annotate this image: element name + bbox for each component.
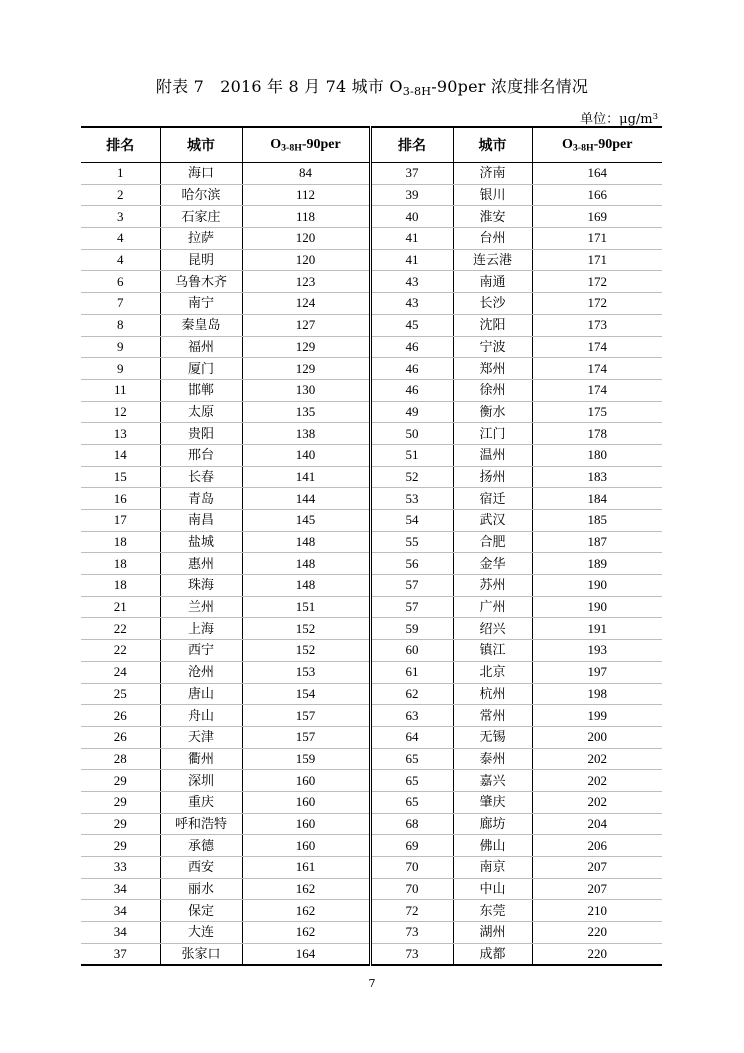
left-concentration-cell: 145: [242, 510, 370, 532]
left-city-cell: 丽水: [160, 878, 242, 900]
table-row: [81, 228, 662, 250]
left-concentration-cell: 162: [242, 878, 370, 900]
left-concentration-cell: 162: [242, 900, 370, 922]
left-rank-cell: 18: [81, 531, 160, 553]
right-concentration-cell: 171: [532, 249, 662, 271]
right-rank-cell: 40: [370, 206, 453, 228]
left-city-cell: 秦皇岛: [160, 314, 242, 336]
right-concentration-cell: 202: [532, 748, 662, 770]
right-concentration-cell: 172: [532, 271, 662, 293]
header-rank-right: 排名: [370, 127, 453, 163]
right-rank-cell: 54: [370, 510, 453, 532]
left-concentration-cell: 157: [242, 726, 370, 748]
left-rank-cell: 3: [81, 206, 160, 228]
right-city-cell: 嘉兴: [453, 770, 532, 792]
right-rank-cell: 57: [370, 575, 453, 597]
header-concentration-left: [242, 127, 370, 163]
left-concentration-cell: 123: [242, 271, 370, 293]
unit-superscript: 3: [652, 111, 658, 121]
table-row: [81, 640, 662, 662]
right-city-cell: 金华: [453, 553, 532, 575]
header-conc-sub: 3-8H: [572, 142, 594, 154]
header-conc-sub: 3-8H: [281, 142, 302, 154]
right-rank-cell: 52: [370, 466, 453, 488]
table-row: [81, 726, 662, 748]
right-rank-cell: 65: [370, 770, 453, 792]
left-rank-cell: 25: [81, 683, 160, 705]
left-concentration-cell: 144: [242, 488, 370, 510]
right-city-cell: 江门: [453, 423, 532, 445]
table-row: [81, 791, 662, 813]
left-concentration-cell: 148: [242, 575, 370, 597]
table-row: [81, 943, 662, 965]
left-concentration-cell: 135: [242, 401, 370, 423]
right-concentration-cell: 184: [532, 488, 662, 510]
right-rank-cell: 45: [370, 314, 453, 336]
right-concentration-cell: 173: [532, 314, 662, 336]
right-city-cell: 衡水: [453, 401, 532, 423]
table-row: [81, 379, 662, 401]
table-row: [81, 683, 662, 705]
table-row: [81, 423, 662, 445]
right-city-cell: 武汉: [453, 510, 532, 532]
right-rank-cell: 72: [370, 900, 453, 922]
right-concentration-cell: 220: [532, 922, 662, 944]
table-row: [81, 444, 662, 466]
table-row: [81, 922, 662, 944]
table-row: [81, 835, 662, 857]
left-rank-cell: 6: [81, 271, 160, 293]
right-city-cell: 泰州: [453, 748, 532, 770]
table-row: [81, 358, 662, 380]
right-concentration-cell: 199: [532, 705, 662, 727]
table-row: [81, 336, 662, 358]
right-rank-cell: 46: [370, 336, 453, 358]
left-concentration-cell: 140: [242, 444, 370, 466]
left-rank-cell: 26: [81, 705, 160, 727]
left-city-cell: 南宁: [160, 293, 242, 315]
left-concentration-cell: 161: [242, 857, 370, 879]
left-concentration-cell: 154: [242, 683, 370, 705]
right-concentration-cell: 189: [532, 553, 662, 575]
right-concentration-cell: 175: [532, 401, 662, 423]
left-concentration-cell: 160: [242, 770, 370, 792]
right-concentration-cell: 204: [532, 813, 662, 835]
left-rank-cell: 14: [81, 444, 160, 466]
left-concentration-cell: 151: [242, 596, 370, 618]
right-concentration-cell: 191: [532, 618, 662, 640]
right-rank-cell: 55: [370, 531, 453, 553]
right-rank-cell: 41: [370, 249, 453, 271]
right-city-cell: 广州: [453, 596, 532, 618]
right-rank-cell: 70: [370, 878, 453, 900]
left-city-cell: 石家庄: [160, 206, 242, 228]
left-rank-cell: 4: [81, 249, 160, 271]
right-rank-cell: 73: [370, 922, 453, 944]
right-rank-cell: 57: [370, 596, 453, 618]
left-concentration-cell: 118: [242, 206, 370, 228]
left-city-cell: 惠州: [160, 553, 242, 575]
right-city-cell: 绍兴: [453, 618, 532, 640]
right-concentration-cell: 180: [532, 444, 662, 466]
left-concentration-cell: 129: [242, 358, 370, 380]
left-concentration-cell: 160: [242, 835, 370, 857]
right-concentration-cell: 174: [532, 379, 662, 401]
left-city-cell: 西宁: [160, 640, 242, 662]
header-city-left: 城市: [160, 127, 242, 163]
right-city-cell: 南京: [453, 857, 532, 879]
left-rank-cell: 29: [81, 835, 160, 857]
left-city-cell: 邢台: [160, 444, 242, 466]
title-suffix: -90per 浓度排名情况: [431, 77, 589, 96]
left-city-cell: 保定: [160, 900, 242, 922]
table-row: [81, 488, 662, 510]
right-rank-cell: 46: [370, 379, 453, 401]
left-concentration-cell: 127: [242, 314, 370, 336]
table-row: [81, 878, 662, 900]
right-concentration-cell: 202: [532, 791, 662, 813]
table-row: [81, 293, 662, 315]
left-concentration-cell: 159: [242, 748, 370, 770]
left-rank-cell: 15: [81, 466, 160, 488]
left-city-cell: 张家口: [160, 943, 242, 965]
right-rank-cell: 59: [370, 618, 453, 640]
left-rank-cell: 34: [81, 878, 160, 900]
right-concentration-cell: 187: [532, 531, 662, 553]
left-city-cell: 贵阳: [160, 423, 242, 445]
table-row: [81, 401, 662, 423]
left-rank-cell: 12: [81, 401, 160, 423]
left-rank-cell: 18: [81, 553, 160, 575]
right-concentration-cell: 198: [532, 683, 662, 705]
right-city-cell: 廊坊: [453, 813, 532, 835]
left-city-cell: 上海: [160, 618, 242, 640]
right-concentration-cell: 200: [532, 726, 662, 748]
left-concentration-cell: 112: [242, 184, 370, 206]
right-concentration-cell: 172: [532, 293, 662, 315]
right-concentration-cell: 169: [532, 206, 662, 228]
right-rank-cell: 69: [370, 835, 453, 857]
right-rank-cell: 43: [370, 293, 453, 315]
left-concentration-cell: 120: [242, 228, 370, 250]
table-row: [81, 857, 662, 879]
left-city-cell: 舟山: [160, 705, 242, 727]
right-concentration-cell: 207: [532, 857, 662, 879]
right-city-cell: 淮安: [453, 206, 532, 228]
ranking-table: [81, 126, 662, 966]
left-city-cell: 西安: [160, 857, 242, 879]
right-concentration-cell: 183: [532, 466, 662, 488]
left-rank-cell: 9: [81, 336, 160, 358]
right-city-cell: 连云港: [453, 249, 532, 271]
right-concentration-cell: 174: [532, 358, 662, 380]
right-concentration-cell: 166: [532, 184, 662, 206]
right-concentration-cell: 206: [532, 835, 662, 857]
left-rank-cell: 29: [81, 791, 160, 813]
right-concentration-cell: 171: [532, 228, 662, 250]
left-rank-cell: 22: [81, 640, 160, 662]
right-city-cell: 肇庆: [453, 791, 532, 813]
left-city-cell: 乌鲁木齐: [160, 271, 242, 293]
right-concentration-cell: 190: [532, 596, 662, 618]
left-city-cell: 大连: [160, 922, 242, 944]
right-city-cell: 宿迁: [453, 488, 532, 510]
right-rank-cell: 63: [370, 705, 453, 727]
left-city-cell: 天津: [160, 726, 242, 748]
left-rank-cell: 18: [81, 575, 160, 597]
left-city-cell: 青岛: [160, 488, 242, 510]
header-conc-main: O: [270, 136, 282, 152]
table-row: [81, 770, 662, 792]
left-city-cell: 唐山: [160, 683, 242, 705]
left-concentration-cell: 157: [242, 705, 370, 727]
left-concentration-cell: 153: [242, 661, 370, 683]
right-city-cell: 银川: [453, 184, 532, 206]
table-row: [81, 314, 662, 336]
right-rank-cell: 50: [370, 423, 453, 445]
left-city-cell: 海口: [160, 163, 242, 185]
right-city-cell: 南通: [453, 271, 532, 293]
right-rank-cell: 53: [370, 488, 453, 510]
right-rank-cell: 65: [370, 748, 453, 770]
left-rank-cell: 22: [81, 618, 160, 640]
right-rank-cell: 46: [370, 358, 453, 380]
left-city-cell: 盐城: [160, 531, 242, 553]
right-concentration-cell: 220: [532, 943, 662, 965]
table-row: [81, 596, 662, 618]
left-city-cell: 拉萨: [160, 228, 242, 250]
right-concentration-cell: 193: [532, 640, 662, 662]
left-city-cell: 珠海: [160, 575, 242, 597]
left-rank-cell: 17: [81, 510, 160, 532]
left-city-cell: 衢州: [160, 748, 242, 770]
left-city-cell: 承德: [160, 835, 242, 857]
right-rank-cell: 37: [370, 163, 453, 185]
right-city-cell: 宁波: [453, 336, 532, 358]
left-city-cell: 福州: [160, 336, 242, 358]
left-rank-cell: 34: [81, 900, 160, 922]
right-rank-cell: 56: [370, 553, 453, 575]
header-conc-main: O: [562, 136, 573, 152]
right-city-cell: 徐州: [453, 379, 532, 401]
right-rank-cell: 65: [370, 791, 453, 813]
right-rank-cell: 73: [370, 943, 453, 965]
table-row: [81, 531, 662, 553]
header-conc-tail: -90per: [301, 136, 341, 152]
left-concentration-cell: 138: [242, 423, 370, 445]
right-concentration-cell: 164: [532, 163, 662, 185]
right-rank-cell: 51: [370, 444, 453, 466]
right-concentration-cell: 197: [532, 661, 662, 683]
right-rank-cell: 68: [370, 813, 453, 835]
left-concentration-cell: 152: [242, 618, 370, 640]
table-row: [81, 206, 662, 228]
right-concentration-cell: 190: [532, 575, 662, 597]
right-city-cell: 杭州: [453, 683, 532, 705]
table-row: [81, 271, 662, 293]
left-rank-cell: 8: [81, 314, 160, 336]
right-rank-cell: 70: [370, 857, 453, 879]
right-rank-cell: 41: [370, 228, 453, 250]
left-rank-cell: 29: [81, 770, 160, 792]
table-row: [81, 575, 662, 597]
right-concentration-cell: 178: [532, 423, 662, 445]
left-rank-cell: 11: [81, 379, 160, 401]
right-city-cell: 沈阳: [453, 314, 532, 336]
right-city-cell: 扬州: [453, 466, 532, 488]
right-concentration-cell: 202: [532, 770, 662, 792]
left-city-cell: 南昌: [160, 510, 242, 532]
table-row: [81, 618, 662, 640]
title-prefix: 附表 7 2016 年 8 月 74 城市 O: [155, 77, 403, 96]
right-city-cell: 济南: [453, 163, 532, 185]
unit-label: [580, 108, 658, 128]
right-rank-cell: 43: [370, 271, 453, 293]
right-city-cell: 常州: [453, 705, 532, 727]
left-concentration-cell: 148: [242, 553, 370, 575]
left-city-cell: 厦门: [160, 358, 242, 380]
page-number: 7: [368, 977, 376, 990]
right-concentration-cell: 174: [532, 336, 662, 358]
left-rank-cell: 26: [81, 726, 160, 748]
left-concentration-cell: 84: [242, 163, 370, 185]
left-rank-cell: 24: [81, 661, 160, 683]
right-rank-cell: 60: [370, 640, 453, 662]
right-city-cell: 成都: [453, 943, 532, 965]
unit-text: 单位：μg/m: [580, 111, 653, 127]
table-row: [81, 184, 662, 206]
table-row: [81, 661, 662, 683]
document-title: [0, 77, 744, 102]
left-rank-cell: 4: [81, 228, 160, 250]
left-concentration-cell: 141: [242, 466, 370, 488]
right-concentration-cell: 210: [532, 900, 662, 922]
left-rank-cell: 9: [81, 358, 160, 380]
table-row: [81, 249, 662, 271]
right-rank-cell: 64: [370, 726, 453, 748]
title-subscript: 3-8H: [402, 84, 432, 98]
left-concentration-cell: 160: [242, 791, 370, 813]
left-rank-cell: 29: [81, 813, 160, 835]
table-row: [81, 466, 662, 488]
right-concentration-cell: 185: [532, 510, 662, 532]
left-concentration-cell: 130: [242, 379, 370, 401]
left-concentration-cell: 148: [242, 531, 370, 553]
left-city-cell: 呼和浩特: [160, 813, 242, 835]
table-row: [81, 705, 662, 727]
right-rank-cell: 61: [370, 661, 453, 683]
right-city-cell: 中山: [453, 878, 532, 900]
left-city-cell: 哈尔滨: [160, 184, 242, 206]
left-rank-cell: 13: [81, 423, 160, 445]
left-city-cell: 昆明: [160, 249, 242, 271]
left-concentration-cell: 120: [242, 249, 370, 271]
table-row: [81, 163, 662, 185]
right-rank-cell: 49: [370, 401, 453, 423]
left-rank-cell: 21: [81, 596, 160, 618]
header-city-right: 城市: [453, 127, 532, 163]
left-city-cell: 邯郸: [160, 379, 242, 401]
right-city-cell: 温州: [453, 444, 532, 466]
left-concentration-cell: 162: [242, 922, 370, 944]
left-city-cell: 重庆: [160, 791, 242, 813]
right-city-cell: 台州: [453, 228, 532, 250]
left-city-cell: 兰州: [160, 596, 242, 618]
table-row: [81, 748, 662, 770]
header-rank-left: 排名: [81, 127, 160, 163]
table-row: [81, 900, 662, 922]
right-city-cell: 苏州: [453, 575, 532, 597]
table-row: [81, 553, 662, 575]
left-city-cell: 深圳: [160, 770, 242, 792]
right-concentration-cell: 207: [532, 878, 662, 900]
right-city-cell: 佛山: [453, 835, 532, 857]
table-body: [81, 163, 662, 966]
table-row: [81, 813, 662, 835]
right-city-cell: 湖州: [453, 922, 532, 944]
left-rank-cell: 28: [81, 748, 160, 770]
right-city-cell: 东莞: [453, 900, 532, 922]
right-city-cell: 镇江: [453, 640, 532, 662]
table-row: [81, 510, 662, 532]
right-city-cell: 北京: [453, 661, 532, 683]
left-rank-cell: 33: [81, 857, 160, 879]
left-rank-cell: 16: [81, 488, 160, 510]
left-city-cell: 长春: [160, 466, 242, 488]
header-concentration-right: [532, 127, 662, 163]
left-rank-cell: 37: [81, 943, 160, 965]
right-city-cell: 郑州: [453, 358, 532, 380]
left-concentration-cell: 124: [242, 293, 370, 315]
left-city-cell: 沧州: [160, 661, 242, 683]
left-concentration-cell: 152: [242, 640, 370, 662]
left-rank-cell: 34: [81, 922, 160, 944]
right-city-cell: 长沙: [453, 293, 532, 315]
header-conc-tail: -90per: [593, 136, 633, 152]
left-concentration-cell: 129: [242, 336, 370, 358]
left-rank-cell: 2: [81, 184, 160, 206]
left-concentration-cell: 160: [242, 813, 370, 835]
right-rank-cell: 62: [370, 683, 453, 705]
left-rank-cell: 1: [81, 163, 160, 185]
left-rank-cell: 7: [81, 293, 160, 315]
table-header-row: [81, 127, 662, 163]
left-concentration-cell: 164: [242, 943, 370, 965]
right-city-cell: 无锡: [453, 726, 532, 748]
right-city-cell: 合肥: [453, 531, 532, 553]
right-rank-cell: 39: [370, 184, 453, 206]
left-city-cell: 太原: [160, 401, 242, 423]
